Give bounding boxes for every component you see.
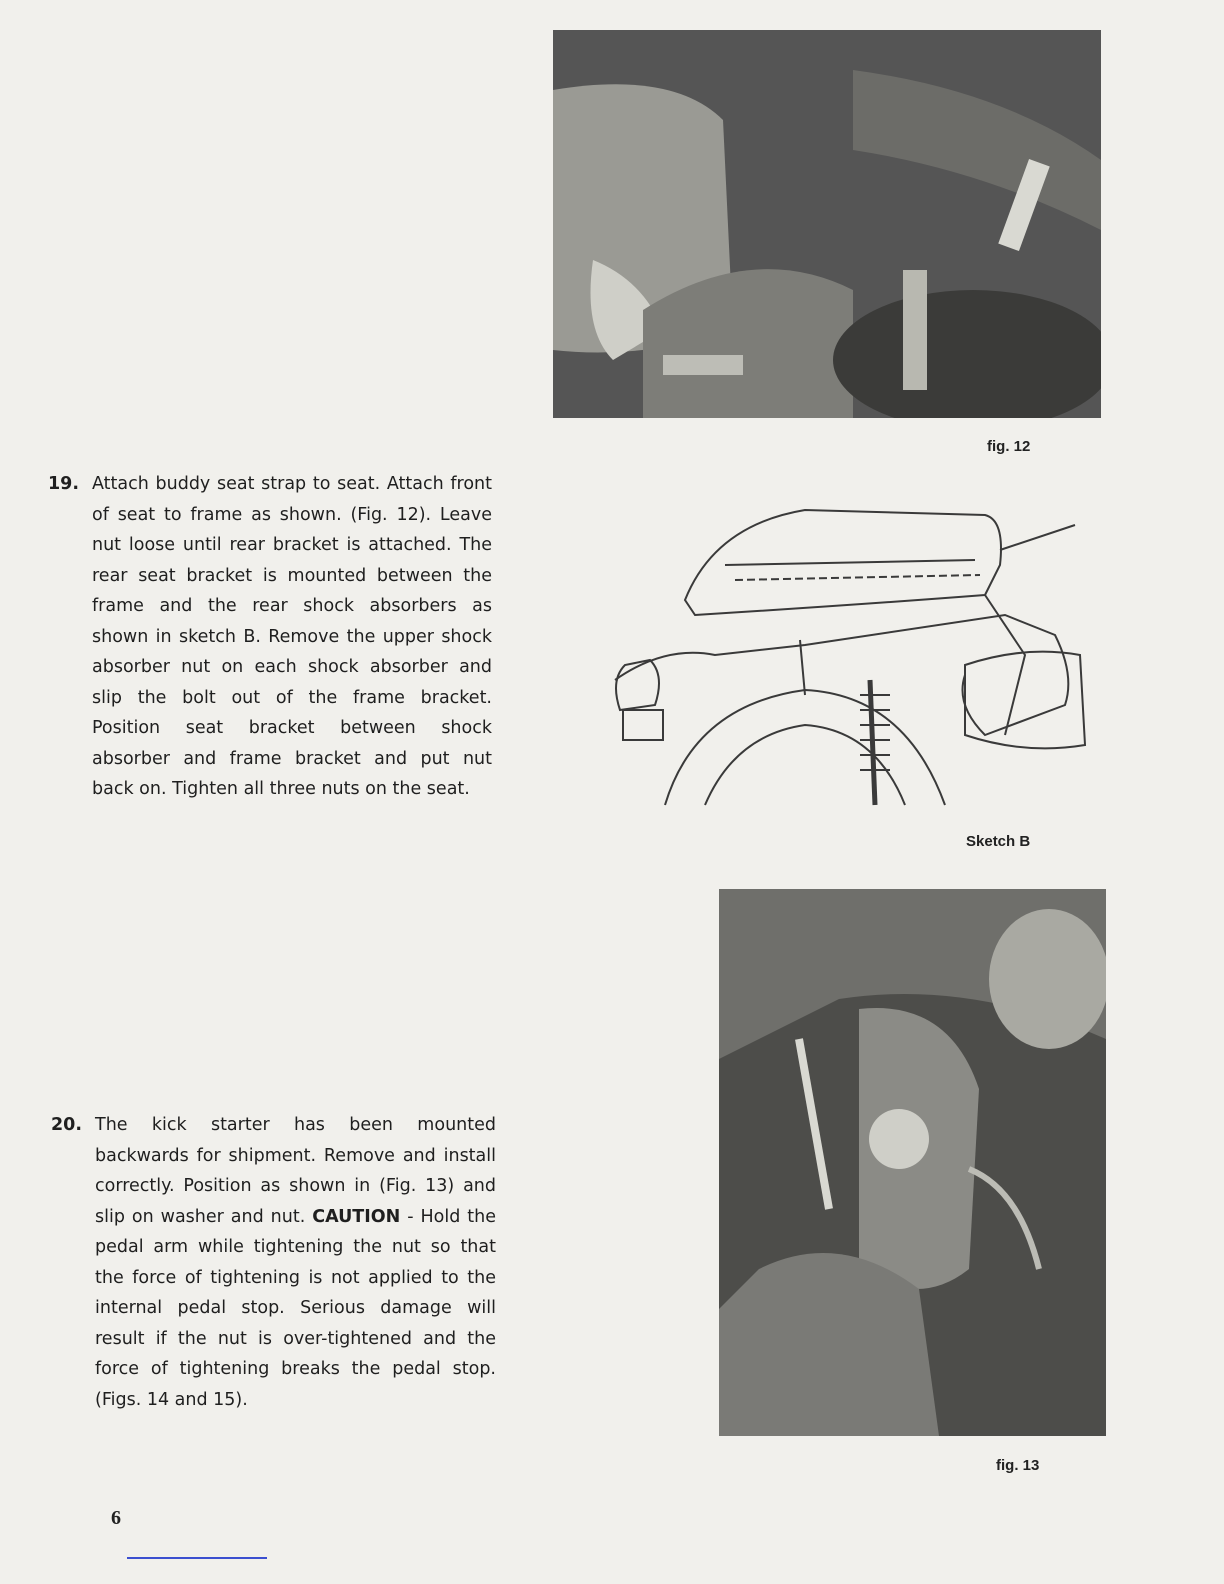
step-text: Attach buddy seat strap to seat. Attach front of seat to frame as shown. (Fig. 12). Leave nut loose until rear bracket is attached. The rear seat bracket is mounted between the frame and the rear shock absorbers as shown in sketch B. Remove the upper shock absorber nut on each shock absorber and slip the bolt out of the frame bracket. Position seat bracket between shock absorber and frame bracket and put nut back on. Tighten all three nuts on the seat. xyxy=(92,474,492,799)
step-20 xyxy=(51,1110,496,1415)
page-number: 6 xyxy=(111,1507,121,1529)
sketch-b-caption: Sketch B xyxy=(966,833,1031,850)
fig-12-photo xyxy=(553,30,1101,418)
sketch-b-drawing xyxy=(605,505,1090,810)
step-number: 20. xyxy=(51,1115,83,1135)
step-number: 19. xyxy=(48,474,80,494)
fig-12-caption: fig. 12 xyxy=(987,438,1031,455)
fig-13-caption: fig. 13 xyxy=(996,1457,1040,1474)
step-text-caution: - Hold the pedal arm while tightening the nut so that the force of tightening is not applied to the internal pedal stop. Serious damage will result if the nut is over-tightened and the force of tightening breaks the pedal stop. (Figs. 14 and 15). xyxy=(95,1206,496,1410)
underline-mark xyxy=(127,1557,267,1559)
caution-label: CAUTION xyxy=(312,1206,401,1227)
step-19 xyxy=(48,469,492,805)
fig-13-photo xyxy=(719,889,1106,1436)
step-text-intro: The kick starter has been mounted backwards for shipment. Remove and install correctly. Position as shown in (Fig. 13) and slip on washer and nut. xyxy=(95,1115,496,1227)
step-text xyxy=(95,1110,496,1415)
